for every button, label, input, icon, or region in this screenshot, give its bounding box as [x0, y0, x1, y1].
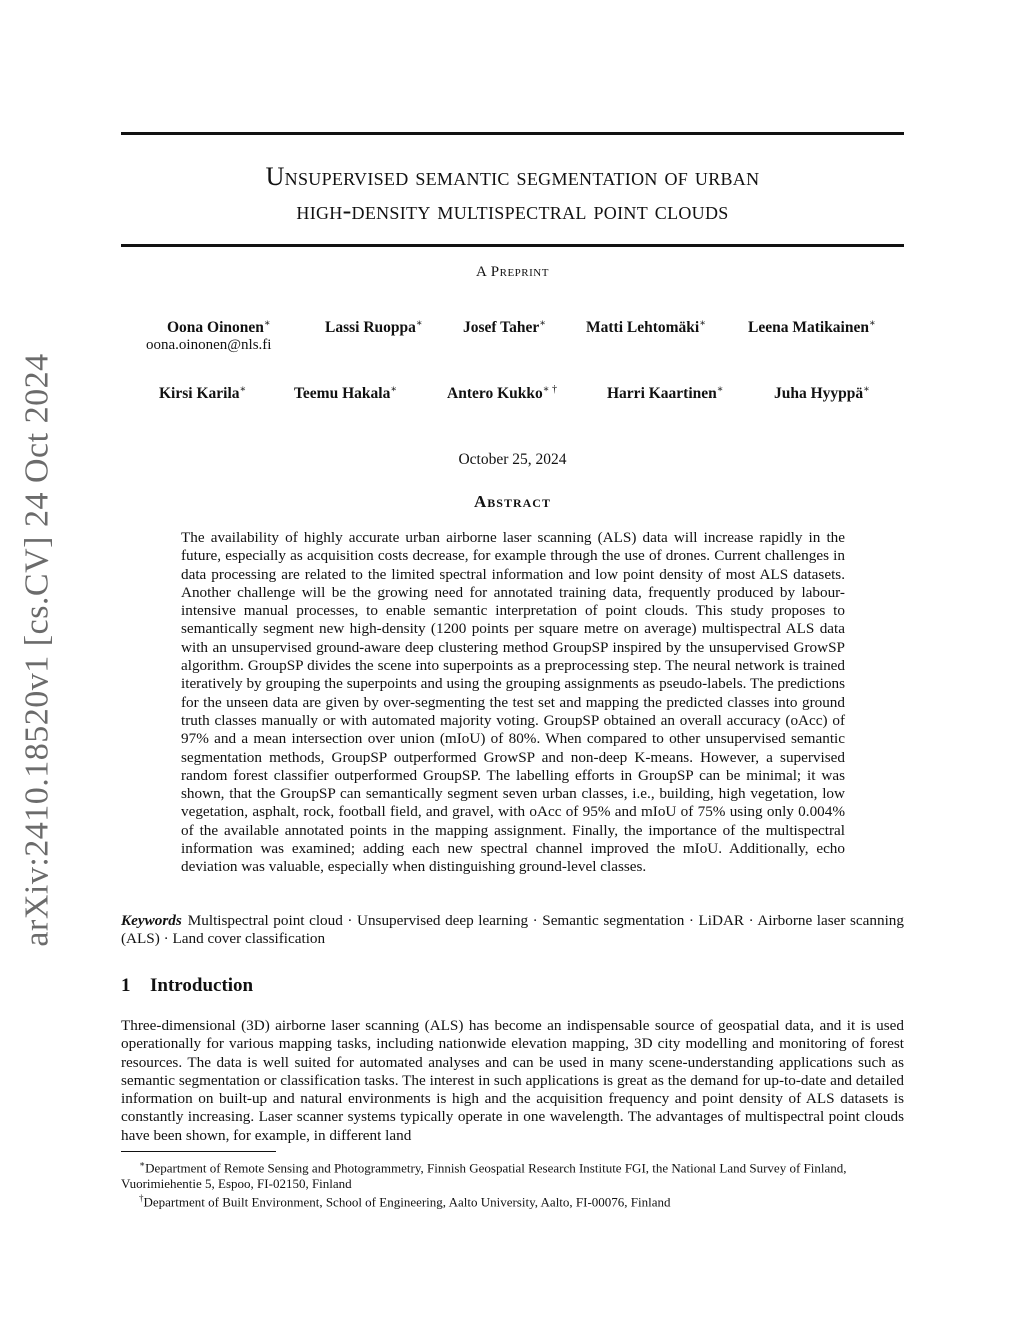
introduction-text: Three-dimensional (3D) airborne laser scanning (ALS) has become an indispensable source of geospatial data, and it is used operationally for various mapping tasks, including nationwide elevation mapping, 3D city modelling and monitoring of forest resources. The data is well suited for automated analyses and can be used in many scene-understanding applications such as semantic segmentation or classification tasks. The interest in such applications is great as the demand for up-to-date and detailed information on built-up and natural environments is high and the acquisition frequency and point density of ALS datasets is constantly increasing. Laser scanner systems typically operate in one wavelength. The advantages of multispectral point clouds have been shown, for example, in different land [121, 1017, 904, 1144]
title-rule-top [121, 132, 904, 135]
author: Antero Kukko∗ † [447, 384, 558, 403]
footnote-rule [121, 1151, 276, 1152]
keywords-text: Multispectral point cloud · Unsupervised deep learning · Semantic segmentation · LiDAR · Airborne laser scanning (ALS) · Land cover classification [121, 912, 904, 948]
footnote: ∗Department of Remote Sensing and Photogrammetry, Finnish Geospatial Research Institute FGI, the National Land Survey of Finland, Vuorimiehentie 5, Espoo, FI-02150, Finland [121, 1159, 847, 1192]
author: Teemu Hakala∗ [294, 384, 398, 403]
author: Leena Matikainen∗ [748, 318, 876, 337]
section-number: 1 [121, 975, 131, 996]
paper-title-line-2: high-density multispectral point clouds [296, 196, 729, 225]
paper-title-line-1: Unsupervised semantic segmentation of urban [265, 162, 760, 191]
paper-title [121, 160, 904, 228]
author: Lassi Ruoppa∗ [325, 318, 423, 337]
author-email[interactable]: oona.oinonen@nls.fi [146, 337, 272, 353]
author: Kirsi Karila∗ [159, 384, 247, 403]
author: Matti Lehtomäki∗ [586, 318, 707, 337]
author: Oona Oinonen∗ [167, 318, 271, 337]
arxiv-identifier-text: arXiv:2410.18520v1 [cs.CV] 24 Oct 2024 [19, 353, 56, 947]
author: Harri Kaartinen∗ [607, 384, 724, 403]
abstract-heading: Abstract [474, 492, 551, 511]
keywords-label: Keywords [121, 912, 182, 929]
preprint-label: A Preprint [476, 264, 549, 280]
keywords [121, 912, 904, 949]
section-title: Introduction [150, 975, 254, 996]
publication-date: October 25, 2024 [458, 451, 567, 468]
footnote: †Department of Built Environment, School of Engineering, Aalto University, Aalto, FI-00076, Finland [139, 1193, 671, 1210]
section-heading [121, 975, 253, 997]
author: Juha Hyyppä∗ [774, 384, 870, 403]
abstract-text: The availability of highly accurate urban airborne laser scanning (ALS) data will increase rapidly in the future, especially as acquisition costs decrease, for example through the use of drones. Current challenges in data processing are related to the limited spectral information and low point density of most ALS datasets. Another challenge will be the growing need for annotated training data, frequently produced by labour-intensive manual processes, to enable semantic interpretation of point clouds. This study proposes to semantically segment new high-density (1200 points per square metre on average) multispectral ALS data with an unsupervised ground-aware deep clustering method GroupSP inspired by the unsupervised GrowSP algorithm. GroupSP divides the scene into superpoints as a preprocessing step. The neural network is trained iteratively by grouping the superpoints and using the grouping assignments as pseudo-labels. The predictions for the unseen data are given by over-segmenting the test set and mapping the predicted classes into ground truth classes manually or with automated majority voting. GroupSP obtained an overall accuracy (oAcc) of 97% and a mean intersection over union (mIoU) of 80%. When compared to other unsupervised semantic segmentation methods, GroupSP outperformed GrowSP and non-deep K-means. However, a supervised random forest classifier outperformed GroupSP. The labelling efforts in GroupSP can be minimal; it was shown, that the GroupSP can semantically segment seven urban classes, i.e., building, high vegetation, low vegetation, asphalt, rock, football field, and gravel, with oAcc of 95% and mIoU of 75% using only 0.004% of the available annotated points in the mapping assignment. Finally, the importance of the multispectral information was examined; adding each new spectral channel improved the mIoU. Additionally, echo deviation was valuable, especially when distinguishing ground-level classes. [181, 529, 845, 876]
author: Josef Taher∗ [463, 318, 547, 337]
title-rule-bottom [121, 244, 904, 247]
arxiv-identifier [8, 355, 68, 945]
